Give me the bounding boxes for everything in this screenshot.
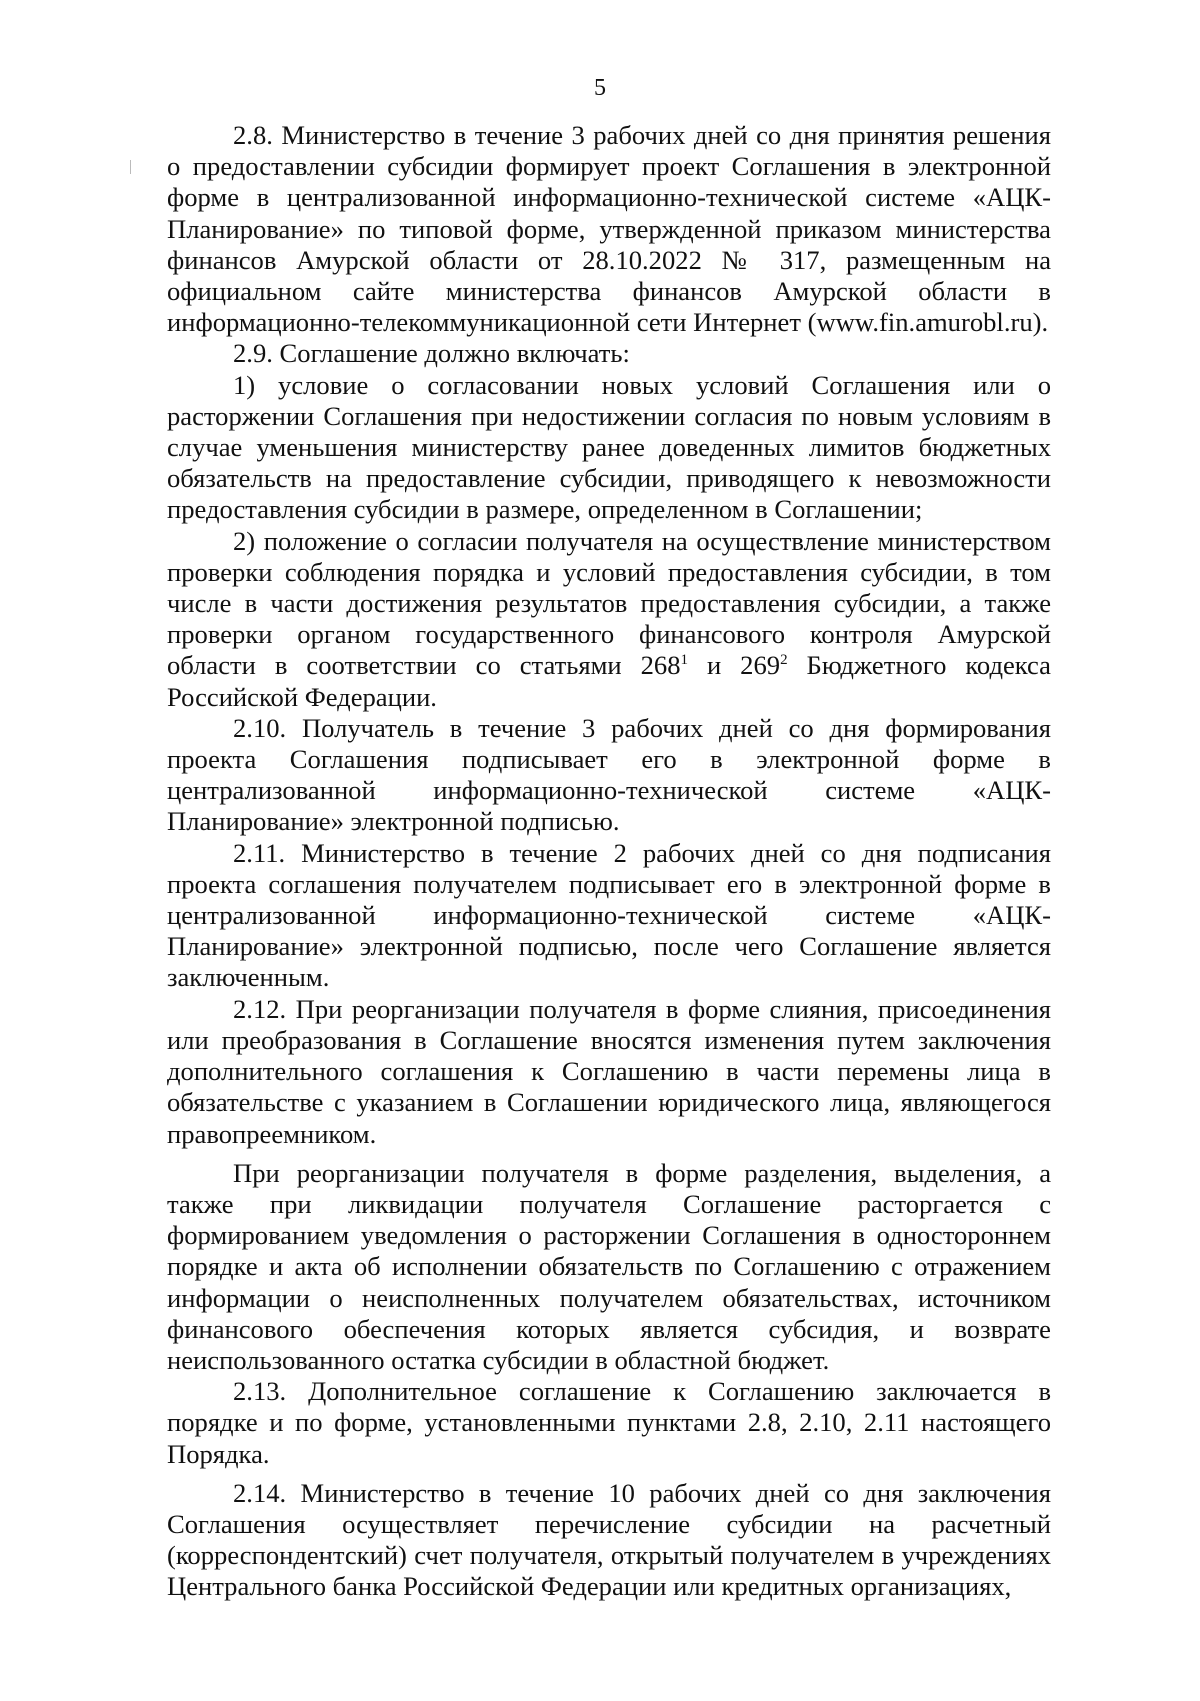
- item-2-text-end: Бюджетного кодекса Российской Федерации.: [167, 650, 1051, 712]
- paragraph-2-9-item-2: [167, 526, 1051, 713]
- paragraph-2-14: 2.14. Министерство в течение 10 рабочих дней со дня заключения Соглашения осуществляет перечисление субсидии на расчетный (корреспондентский) счет получателя, открытый получателем в учреждениях Центрального банка Российской Федерации или кредитных организациях,: [167, 1477, 1051, 1602]
- paragraph-2-10: 2.10. Получатель в течение 3 рабочих дней со дня формирования проекта Соглашения подписывает его в электронной форме в централизованной информационно-технической системе «АЦК-Планирование» электронной подписью.: [167, 712, 1051, 837]
- paragraph-2-12-continued: При реорганизации получателя в форме разделения, выделения, а также при ликвидации получателя Соглашение расторгается с формированием уведомления о расторжении Соглашения в одностороннем порядке и акта об исполнении обязательств по Соглашению с отражением информации о неисполненных получателем обязательствах, источником финансового обеспечения которых является субсидия, и возврате неиспользованного остатка субсидии в областной бюджет.: [167, 1157, 1051, 1375]
- paragraph-2-12: 2.12. При реорганизации получателя в форме слияния, присоединения или преобразования в Соглашение вносятся изменения путем заключения дополнительного соглашения к Соглашению в части перемены лица в обязательстве с указанием в Соглашении юридического лица, являющегося правопреемником.: [167, 993, 1051, 1149]
- paragraph-2-8: 2.8. Министерство в течение 3 рабочих дней со дня принятия решения о предоставлении субсидии формирует проект Соглашения в электронной форме в централизованной информационно-технической системе «АЦК-Планирование» по типовой форме, утвержденной приказом министерства финансов Амурской области от 28.10.2022 № 317, размещенным на официальном сайте министерства финансов Амурской области в информационно-телекоммуникационной сети Интернет (www.fin.amurobl.ru).: [167, 120, 1051, 338]
- paragraph-2-11: 2.11. Министерство в течение 2 рабочих дней со дня подписания проекта соглашения получателем подписывает его в электронной форме в централизованной информационно-технической системе «АЦК-Планирование» электронной подписью, после чего Соглашение является заключенным.: [167, 837, 1051, 993]
- paragraph-2-9: 2.9. Соглашение должно включать:: [233, 338, 630, 369]
- item-2-superscript-1: 1: [680, 652, 688, 669]
- paragraph-2-13: 2.13. Дополнительное соглашение к Соглашению заключается в порядке и по форме, установленными пунктами 2.8, 2.10, 2.11 настоящего Порядка.: [167, 1376, 1051, 1469]
- item-2-superscript-2: 2: [780, 652, 788, 669]
- item-2-text-middle: и 269: [688, 650, 781, 681]
- document-body: [167, 120, 1051, 1603]
- paragraph-2-9-item-1: 1) условие о согласовании новых условий Соглашения или о расторжении Соглашения при недостижении согласия по новым условиям в случае уменьшения министерству ранее доведенных лимитов бюджетных обязательств на предоставление субсидии, приводящего к невозможности предоставления субсидии в размере, определенном в Соглашении;: [167, 369, 1051, 525]
- page-number: 5: [594, 75, 606, 101]
- item-2-text-start: 2) положение о согласии получателя на осуществление министерством проверки соблюдения порядка и условий предоставления субсидии, в том числе в части достижения результатов предоставления субсидии, а также проверки органом государственного финансового контроля Амурской области в соответствии со статьями 268: [167, 525, 1051, 681]
- scan-margin-mark: [130, 160, 131, 174]
